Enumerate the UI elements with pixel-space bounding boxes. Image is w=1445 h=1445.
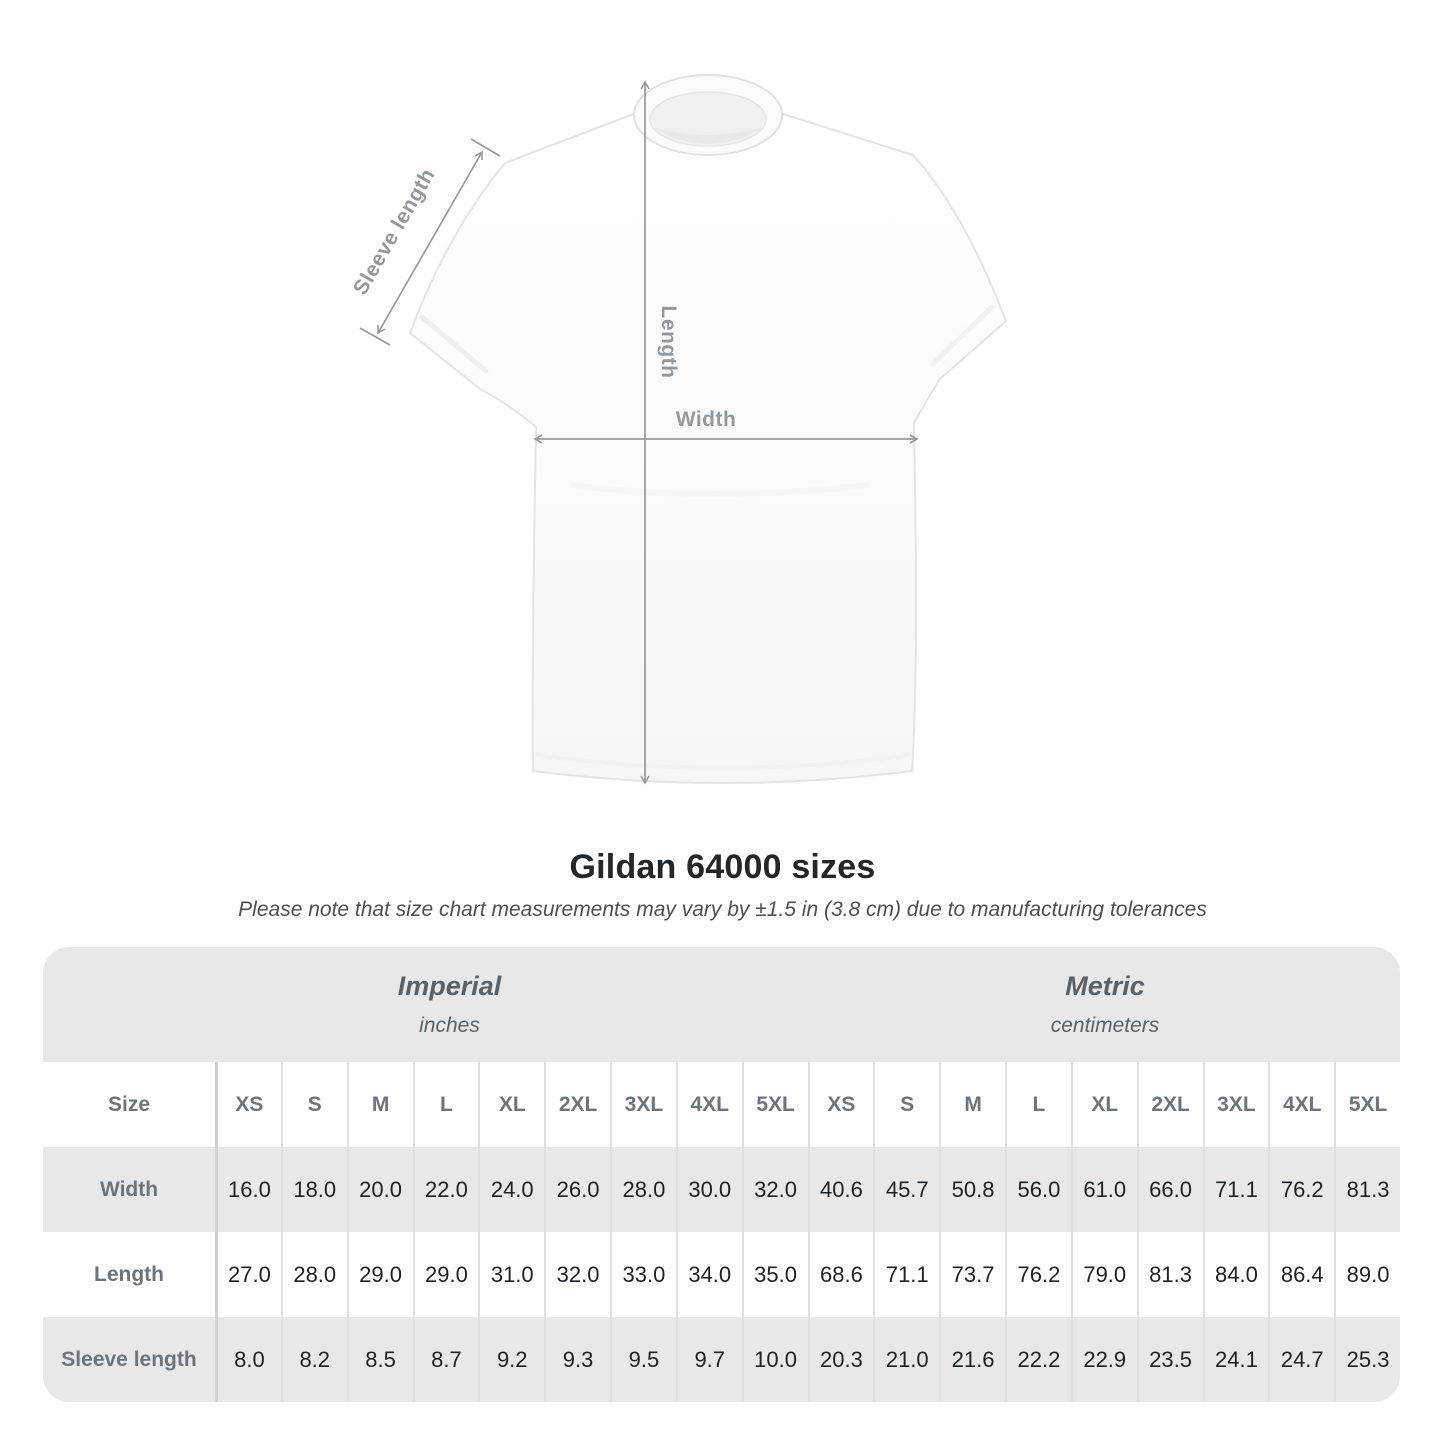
size-header-cell: XL — [1071, 1062, 1137, 1147]
table-cell: 8.2 — [281, 1317, 347, 1402]
width-label: Width — [675, 408, 737, 431]
row-label-width: Width — [99, 1177, 159, 1201]
table-cell: 73.7 — [939, 1232, 1005, 1317]
table-cell: 32.0 — [742, 1147, 808, 1232]
table-cell: 9.3 — [544, 1317, 610, 1402]
table-cell: 30.0 — [676, 1147, 742, 1232]
table-cell: 8.7 — [413, 1317, 479, 1402]
table-cell: 22.0 — [413, 1147, 479, 1232]
table-cell: 24.1 — [1203, 1317, 1269, 1402]
size-header-cell: 4XL — [1268, 1062, 1334, 1147]
size-header-cell: 2XL — [1137, 1062, 1203, 1147]
table-cell: 84.0 — [1203, 1232, 1269, 1317]
imperial-title: Imperial — [397, 971, 502, 1001]
metric-title: Metric — [1065, 971, 1145, 1001]
table-cell: 35.0 — [742, 1232, 808, 1317]
size-header-cell: 3XL — [610, 1062, 676, 1147]
table-cell: 8.5 — [347, 1317, 413, 1402]
table-cell: 71.1 — [873, 1232, 939, 1317]
table-cell: 18.0 — [281, 1147, 347, 1232]
size-header-cell: 5XL — [742, 1062, 808, 1147]
table-cell: 34.0 — [676, 1232, 742, 1317]
table-cell: 29.0 — [347, 1232, 413, 1317]
row-label-sleeve-length: Sleeve length — [61, 1347, 197, 1371]
table-cell: 66.0 — [1137, 1147, 1203, 1232]
table-cell: 32.0 — [544, 1232, 610, 1317]
table-cell: 33.0 — [610, 1232, 676, 1317]
table-row-width — [43, 1147, 1400, 1232]
table-cell: 24.0 — [478, 1147, 544, 1232]
size-header-cell: 3XL — [1203, 1062, 1269, 1147]
table-cell: 22.9 — [1071, 1317, 1137, 1402]
size-header-cell: S — [281, 1062, 347, 1147]
table-cell: 26.0 — [544, 1147, 610, 1232]
table-cell: 45.7 — [873, 1147, 939, 1232]
length-label: Length — [657, 305, 680, 379]
table-cell: 9.7 — [676, 1317, 742, 1402]
table-cell: 31.0 — [478, 1232, 544, 1317]
size-header-cell: XL — [478, 1062, 544, 1147]
table-cell: 68.6 — [808, 1232, 874, 1317]
size-header-cell: M — [347, 1062, 413, 1147]
table-cell: 81.3 — [1137, 1232, 1203, 1317]
table-cell: 21.6 — [939, 1317, 1005, 1402]
table-cell: 9.2 — [478, 1317, 544, 1402]
table-cell: 20.3 — [808, 1317, 874, 1402]
table-cell: 25.3 — [1334, 1317, 1400, 1402]
table-cell: 61.0 — [1071, 1147, 1137, 1232]
table-cell: 24.7 — [1268, 1317, 1334, 1402]
table-cell: 27.0 — [215, 1232, 281, 1317]
size-header-cell: 5XL — [1334, 1062, 1400, 1147]
size-header-cell: L — [1005, 1062, 1071, 1147]
table-cell: 71.1 — [1203, 1147, 1269, 1232]
table-cell: 9.5 — [610, 1317, 676, 1402]
unit-header-band — [43, 947, 1400, 1062]
table-cell: 76.2 — [1005, 1232, 1071, 1317]
size-header-row — [43, 1062, 1400, 1147]
row-label-length: Length — [94, 1262, 164, 1286]
page-title: Gildan 64000 sizes — [569, 848, 876, 886]
tshirt-collar — [634, 75, 782, 155]
tshirt-measurement-figure — [330, 55, 1070, 815]
table-cell: 21.0 — [873, 1317, 939, 1402]
size-header-cell: S — [873, 1062, 939, 1147]
table-cell: 81.3 — [1334, 1147, 1400, 1232]
table-cell: 20.0 — [347, 1147, 413, 1232]
table-cell: 29.0 — [413, 1232, 479, 1317]
tolerance-note: Please note that size chart measurements may vary by ±1.5 in (3.8 cm) due to manufacturing tolerances — [238, 898, 1207, 921]
table-cell: 28.0 — [281, 1232, 347, 1317]
table-cell: 28.0 — [610, 1147, 676, 1232]
table-cell: 40.6 — [808, 1147, 874, 1232]
table-cell: 79.0 — [1071, 1232, 1137, 1317]
table-row-length — [43, 1232, 1400, 1317]
tshirt-image — [330, 55, 1070, 815]
table-cell: 22.2 — [1005, 1317, 1071, 1402]
size-header-cell: M — [939, 1062, 1005, 1147]
table-cell: 16.0 — [215, 1147, 281, 1232]
table-cell: 50.8 — [939, 1147, 1005, 1232]
table-cell: 89.0 — [1334, 1232, 1400, 1317]
size-column-header: Size — [107, 1092, 151, 1116]
table-cell: 23.5 — [1137, 1317, 1203, 1402]
table-cell: 56.0 — [1005, 1147, 1071, 1232]
metric-unit: centimeters — [1050, 1014, 1160, 1037]
table-row-sleeve-length — [43, 1317, 1400, 1402]
size-header-cell: L — [413, 1062, 479, 1147]
table-cell: 10.0 — [742, 1317, 808, 1402]
imperial-header — [43, 947, 810, 1062]
size-header-cell: 2XL — [544, 1062, 610, 1147]
sleeve-length-label: Sleeve length — [348, 164, 440, 299]
size-header-cell: XS — [215, 1062, 281, 1147]
imperial-unit: inches — [419, 1014, 480, 1037]
metric-header — [810, 947, 1400, 1062]
table-cell: 76.2 — [1268, 1147, 1334, 1232]
table-cell: 86.4 — [1268, 1232, 1334, 1317]
size-chart-table — [43, 947, 1400, 1402]
size-header-cell: 4XL — [676, 1062, 742, 1147]
size-header-cell: XS — [808, 1062, 874, 1147]
table-cell: 8.0 — [215, 1317, 281, 1402]
